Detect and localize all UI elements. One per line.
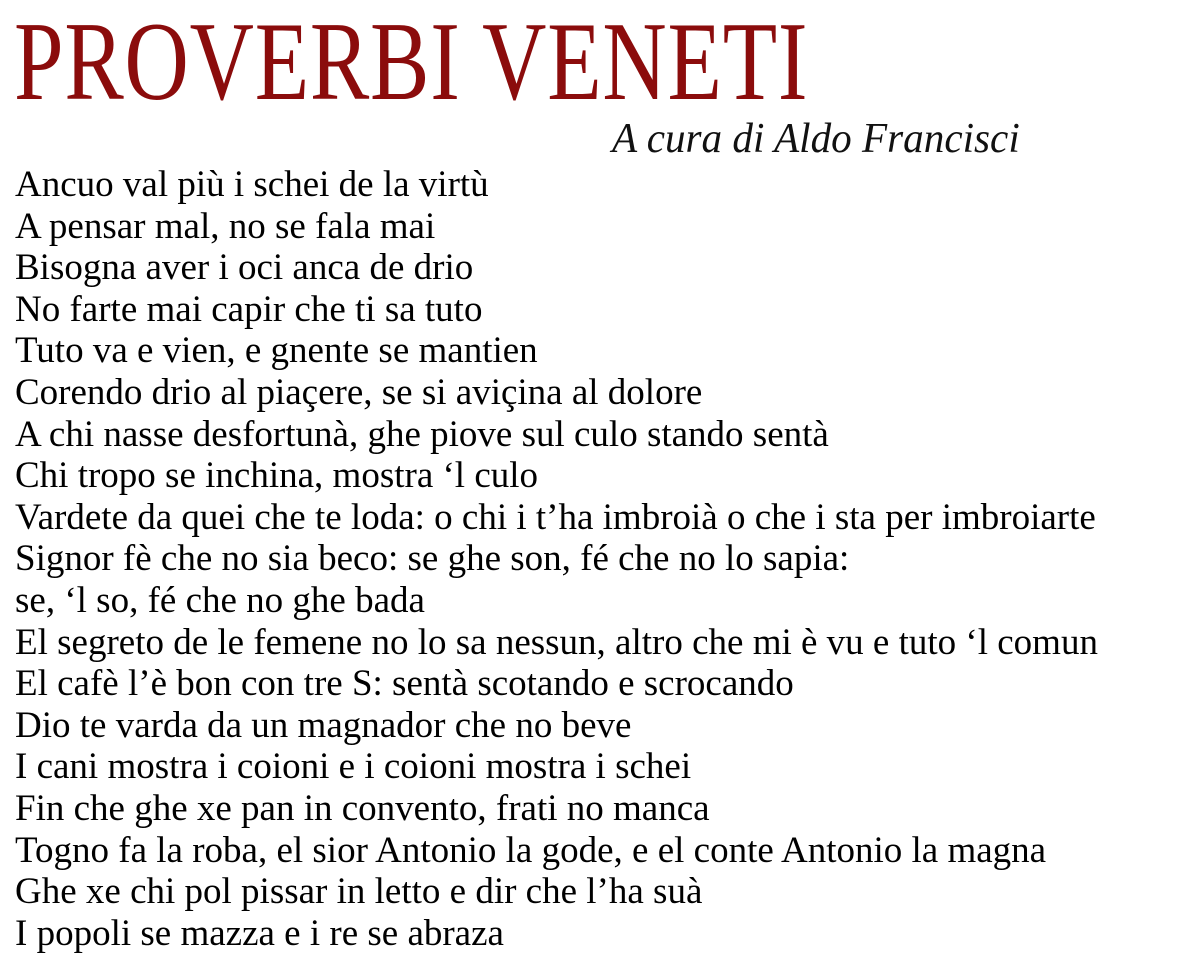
proverb-line: A pensar mal, no se fala mai xyxy=(15,205,436,247)
proverb-line: Vardete da quei che te loda: o chi i t’ha imbroià o che i sta per imbroiarte xyxy=(15,496,1096,538)
proverb-line: Bisogna aver i oci anca de drio xyxy=(15,247,474,289)
proverb-line: Fin che ghe xe pan in convento, frati no manca xyxy=(15,787,710,829)
proverb-line: Chi tropo se inchina, mostra ‘l culo xyxy=(15,455,539,497)
proverb-line: Togno fa la roba, el sior Antonio la gode, e el conte Antonio la magna xyxy=(15,829,1047,871)
proverb-line: Dio te varda da un magnador che no beve xyxy=(15,704,632,746)
proverb-list xyxy=(15,164,1098,954)
proverb-line: El segreto de le femene no lo sa nessun, altro che mi è vu e tuto ‘l comun xyxy=(15,621,1098,663)
page-title: PROVERBI VENETI xyxy=(14,0,809,124)
proverb-line: Signor fè che no sia beco: se ghe son, fé che no lo sapia: xyxy=(15,538,850,580)
proverb-line: I cani mostra i coioni e i coioni mostra i schei xyxy=(15,746,692,788)
proverb-line: El cafè l’è bon con tre S: sentà scotando e scrocando xyxy=(15,663,794,705)
proverb-line: Tuto va e vien, e gnente se mantien xyxy=(15,330,538,372)
proverb-line: Ancuo val più i schei de la virtù xyxy=(15,164,489,205)
proverb-line: Ghe xe chi pol pissar in letto e dir che l’ha suà xyxy=(15,871,703,913)
proverb-line: No farte mai capir che ti sa tuto xyxy=(15,288,483,330)
page-subtitle: A cura di Aldo Francisci xyxy=(612,116,1020,162)
proverb-line: A chi nasse desfortunà, ghe piove sul culo stando sentà xyxy=(15,413,829,455)
proverb-line: I popoli se mazza e i re se abraza xyxy=(15,912,504,954)
proverb-line: se, ‘l so, fé che no ghe bada xyxy=(15,579,425,621)
proverb-line: Corendo drio al piaçere, se si aviçina al dolore xyxy=(15,371,703,413)
